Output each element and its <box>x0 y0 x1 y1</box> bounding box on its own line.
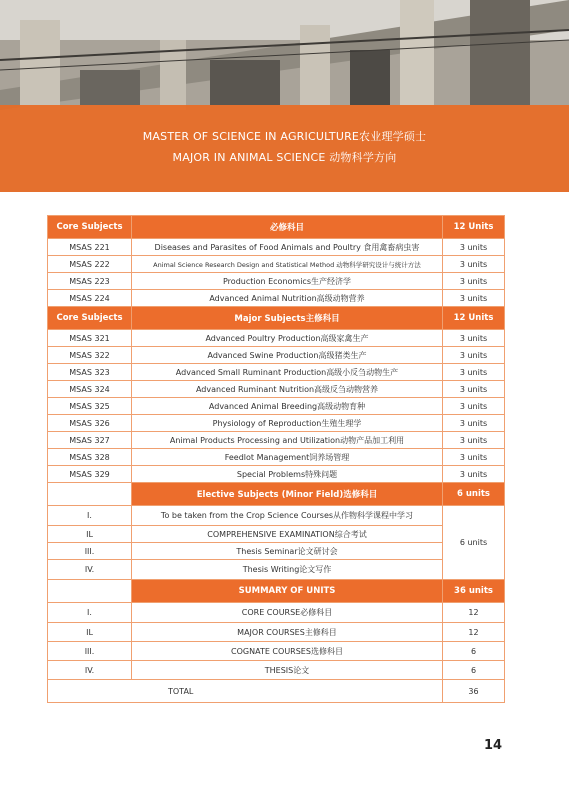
course-title: Advanced Ruminant Nutrition高级反刍动物营养 <box>132 381 443 398</box>
course-units: 3 units <box>443 432 505 449</box>
item-number: I. <box>48 603 132 623</box>
table-row <box>48 526 505 543</box>
table-row <box>48 449 505 466</box>
item-number: I. <box>48 506 132 526</box>
table-row <box>48 623 505 642</box>
summary-header-blank <box>48 580 132 603</box>
elective-header-units: 6 units <box>443 483 505 506</box>
course-title: Advanced Swine Production高级猪类生产 <box>132 347 443 364</box>
major-header-label: Core Subjects <box>48 307 132 330</box>
course-code: MSAS 321 <box>48 330 132 347</box>
course-code: MSAS 222 <box>48 256 132 273</box>
elective-units: 6 units <box>443 506 505 580</box>
item-title: To be taken from the Crop Science Courses从作物科学课程中学习 <box>132 506 443 526</box>
core-header-row <box>48 216 505 239</box>
item-number: III. <box>48 642 132 661</box>
course-units: 3 units <box>443 256 505 273</box>
table-row <box>48 381 505 398</box>
item-title: Thesis Seminar论文研讨会 <box>132 543 443 560</box>
course-title: Special Problems特殊问题 <box>132 466 443 483</box>
item-title: COMPREHENSIVE EXAMINATION综合考试 <box>132 526 443 543</box>
item-units: 6 <box>443 661 505 680</box>
program-title: MASTER OF SCIENCE IN AGRICULTURE农业理学硕士 <box>142 130 427 143</box>
item-title: CORE COURSE必修科目 <box>132 603 443 623</box>
course-code: MSAS 322 <box>48 347 132 364</box>
item-number: IL <box>48 623 132 642</box>
total-label: TOTAL <box>48 680 443 703</box>
table-row <box>48 506 505 526</box>
table-row <box>48 290 505 307</box>
course-title: Production Economics生产经济学 <box>132 273 443 290</box>
page-number: 14 <box>484 738 503 753</box>
course-code: MSAS 325 <box>48 398 132 415</box>
item-units: 12 <box>443 623 505 642</box>
table-row <box>48 239 505 256</box>
course-title: Advanced Small Ruminant Production高级小反刍动物生产 <box>132 364 443 381</box>
total-value: 36 <box>443 680 505 703</box>
course-title: Animal Products Processing and Utilization动物产品加工利用 <box>132 432 443 449</box>
item-number: IV. <box>48 661 132 680</box>
major-header-units: 12 Units <box>443 307 505 330</box>
item-number: IL <box>48 526 132 543</box>
item-title: Thesis Writing论文写作 <box>132 560 443 580</box>
course-code: MSAS 329 <box>48 466 132 483</box>
course-title: Diseases and Parasites of Food Animals and Poultry 食用禽畜病虫害 <box>132 239 443 256</box>
item-title: THESIS论文 <box>132 661 443 680</box>
course-title: Feedlot Management饲养场管理 <box>132 449 443 466</box>
course-code: MSAS 326 <box>48 415 132 432</box>
table-row <box>48 603 505 623</box>
table-row <box>48 364 505 381</box>
summary-header-units: 36 units <box>443 580 505 603</box>
table-row <box>48 466 505 483</box>
course-units: 3 units <box>443 239 505 256</box>
core-header-units: 12 Units <box>443 216 505 239</box>
course-code: MSAS 221 <box>48 239 132 256</box>
header-banner <box>0 0 569 192</box>
table-row <box>48 347 505 364</box>
course-units: 3 units <box>443 364 505 381</box>
course-units: 3 units <box>443 381 505 398</box>
course-units: 3 units <box>443 449 505 466</box>
course-code: MSAS 224 <box>48 290 132 307</box>
core-header-label: Core Subjects <box>48 216 132 239</box>
table-row <box>48 273 505 290</box>
table-row <box>48 560 505 580</box>
item-units: 12 <box>443 603 505 623</box>
course-code: MSAS 324 <box>48 381 132 398</box>
table-row <box>48 330 505 347</box>
item-units: 6 <box>443 642 505 661</box>
course-units: 3 units <box>443 347 505 364</box>
course-units: 3 units <box>443 398 505 415</box>
major-header-title: Major Subjects主修科目 <box>132 307 443 330</box>
item-title: COGNATE COURSES选修科目 <box>132 642 443 661</box>
table-row <box>48 432 505 449</box>
course-title: Advanced Poultry Production高级家禽生产 <box>132 330 443 347</box>
summary-header-title: SUMMARY OF UNITS <box>132 580 443 603</box>
item-title: MAJOR COURSES主修科目 <box>132 623 443 642</box>
course-title: Advanced Animal Nutrition高级动物营养 <box>132 290 443 307</box>
curriculum-table <box>47 215 505 703</box>
course-units: 3 units <box>443 330 505 347</box>
table-row <box>48 415 505 432</box>
table-row <box>48 543 505 560</box>
elective-header-row <box>48 483 505 506</box>
major-title: MAJOR IN ANIMAL SCIENCE 动物科学方向 <box>172 151 397 164</box>
elective-header-blank <box>48 483 132 506</box>
item-number: IV. <box>48 560 132 580</box>
course-code: MSAS 328 <box>48 449 132 466</box>
major-header-row <box>48 307 505 330</box>
course-code: MSAS 223 <box>48 273 132 290</box>
course-title: Physiology of Reproduction生殖生理学 <box>132 415 443 432</box>
course-units: 3 units <box>443 415 505 432</box>
summary-header-row <box>48 580 505 603</box>
elective-header-title: Elective Subjects (Minor Field)选修科目 <box>132 483 443 506</box>
table-row <box>48 642 505 661</box>
core-header-title: 必修科目 <box>132 216 443 239</box>
table-row <box>48 398 505 415</box>
course-code: MSAS 323 <box>48 364 132 381</box>
course-title: Advanced Animal Breeding高级动物育种 <box>132 398 443 415</box>
item-number: III. <box>48 543 132 560</box>
table-row <box>48 256 505 273</box>
course-units: 3 units <box>443 273 505 290</box>
table-row <box>48 661 505 680</box>
course-units: 3 units <box>443 290 505 307</box>
course-code: MSAS 327 <box>48 432 132 449</box>
course-units: 3 units <box>443 466 505 483</box>
total-row <box>48 680 505 703</box>
course-title: Animal Science Research Design and Statistical Method 动物科学研究设计与统计方法 <box>132 256 443 273</box>
